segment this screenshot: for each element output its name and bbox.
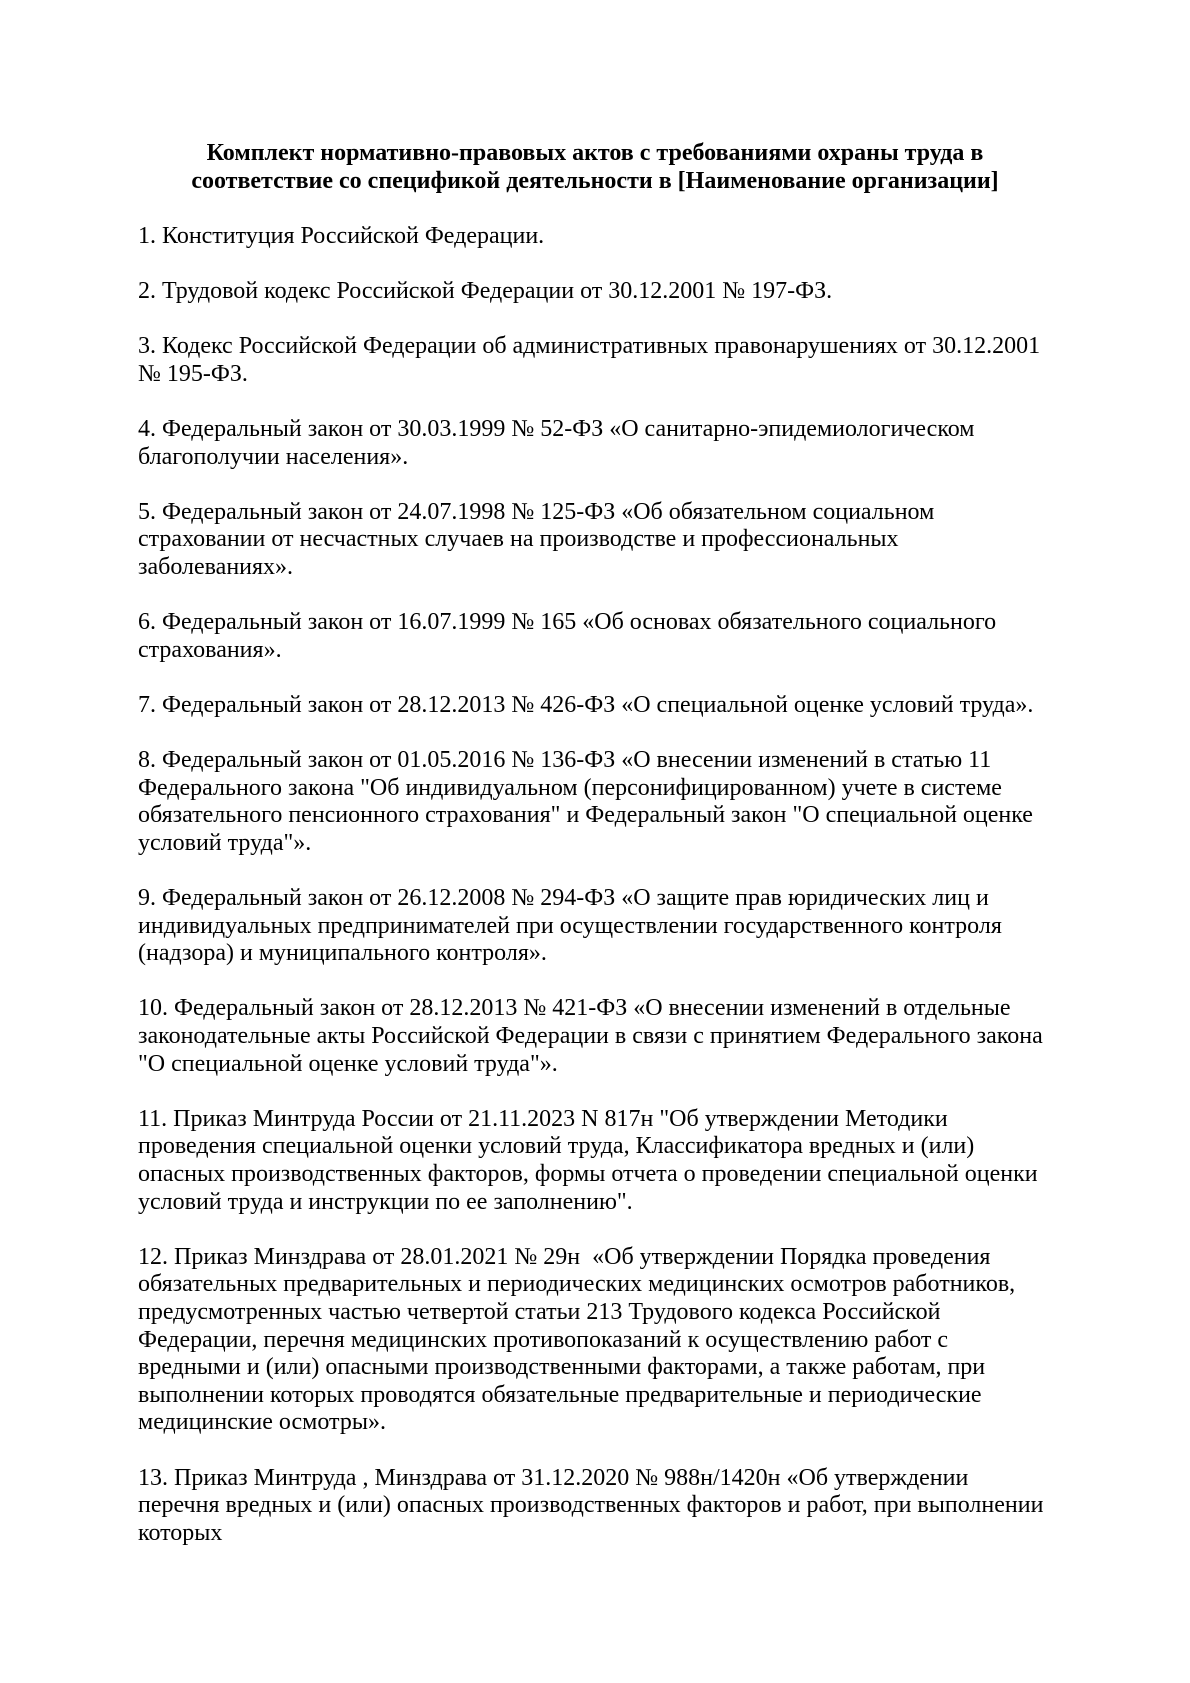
list-item-1: 1. Конституция Российской Федерации. <box>138 222 545 249</box>
list-item-13: 13. Приказ Минтруда , Минздрава от 31.12.2020 № 988н/1420н «Об утверждении перечня вредных и (или) опасных производственных факторов и работ, при выполнении которых <box>138 1464 1050 1546</box>
list-item-11: 11. Приказ Минтруда России от 21.11.2023 N 817н "Об утверждении Методики проведения специальной оценки условий труда, Классификатора вредных и (или) опасных производственных факторов, формы отчета о проведении специальной оценки условий труда и инструкции по ее заполнению". <box>138 1105 1044 1215</box>
list-item-2: 2. Трудовой кодекс Российской Федерации от 30.12.2001 № 197-ФЗ. <box>138 277 833 304</box>
list-item-8: 8. Федеральный закон от 01.05.2016 № 136-ФЗ «О внесении изменений в статью 11 Федерального закона "Об индивидуальном (персонифицированном) учете в системе обязательного пенсионного страхования" и Федеральный закон "О специальной оценке условий труда"». <box>138 747 1039 856</box>
list-item-4: 4. Федеральный закон от 30.03.1999 № 52-ФЗ «О санитарно-эпидемиологическом благополучии населения». <box>138 415 981 470</box>
page-title: Комплект нормативно-правовых актов с требованиями охраны труда в соответствие со спецификой деятельности в [Наименование организации] <box>191 140 999 194</box>
list-item-5: 5. Федеральный закон от 24.07.1998 № 125-ФЗ «Об обязательном социальном страховании от несчастных случаев на производстве и профессиональных заболеваниях». <box>138 498 941 580</box>
list-item-6: 6. Федеральный закон от 16.07.1999 № 165 «Об основах обязательного социального страхования». <box>138 609 1003 663</box>
list-item-3: 3. Кодекс Российской Федерации об административных правонарушениях от 30.12.2001 № 195-ФЗ. <box>138 333 1047 387</box>
list-item-10: 10. Федеральный закон от 28.12.2013 № 421-ФЗ «О внесении изменений в отдельные законодательные акты Российской Федерации в связи с принятием Федерального закона "О специальной оценке условий труда"». <box>138 995 1049 1077</box>
list-item-7: 7. Федеральный закон от 28.12.2013 № 426-ФЗ «О специальной оценке условий труда». <box>138 691 1034 718</box>
list-item-9: 9. Федеральный закон от 26.12.2008 № 294-ФЗ «О защите прав юридических лиц и индивидуальных предпринимателей при осуществлении государственного контроля (надзора) и муниципального контроля». <box>138 885 1008 967</box>
list-item-12: 12. Приказ Минздрава от 28.01.2021 № 29н «Об утверждении Порядка проведения обязательных предварительных и периодических медицинских осмотров работников, предусмотренных частью четвертой статьи 213 Трудового кодекса Российской Федерации, перечня медицинских противопоказаний к осуществлению работ с вредными и (или) опасными производственными факторами, а также работам, при выполнении которых проводятся обязательные предварительные и периодические медицинские осмотры». <box>138 1243 1022 1436</box>
